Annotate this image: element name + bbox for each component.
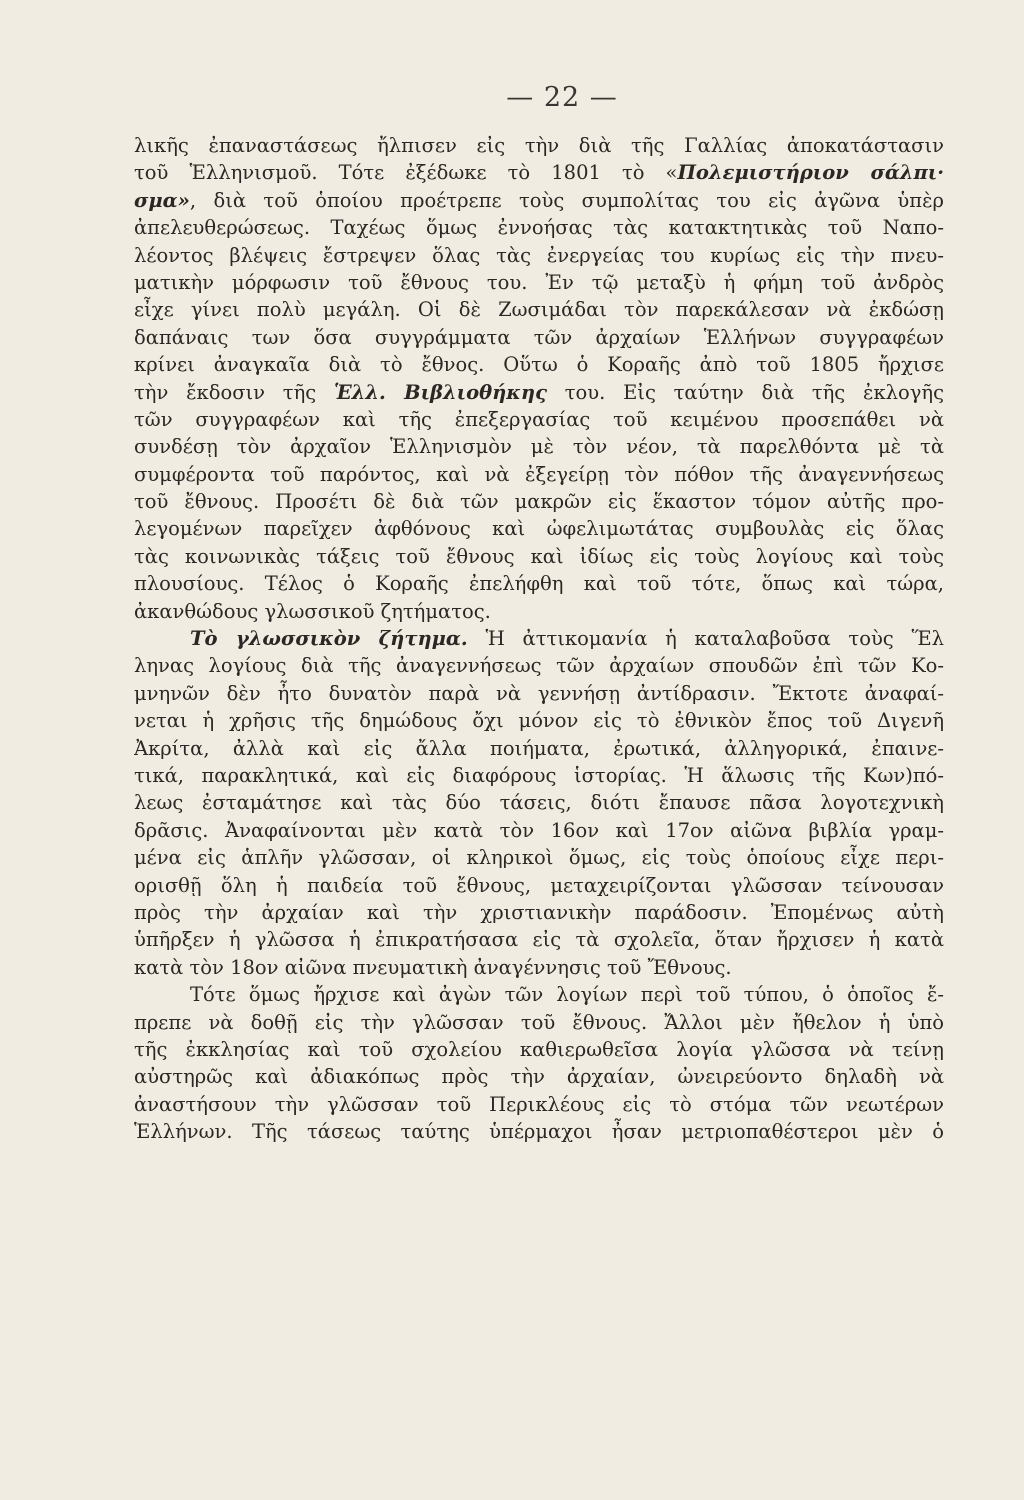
text-line: λέοντος βλέψεις ἔστρεψεν ὅλας τὰς ἐνεργείας του κυρίως εἰς τὴν πνευ-: [134, 243, 944, 267]
text-line: δαπάναις των ὅσα συγγράμματα τῶν ἀρχαίων Ἑλλήνων συγγραφέων: [134, 325, 944, 349]
text-line: πρεπε νὰ δοθῇ εἰς τὴν γλῶσσαν τοῦ ἔθνους. Ἄλλοι μὲν ἤθελον ἡ ὑπὸ: [134, 1010, 944, 1034]
text-line: ἀκανθώδους γλωσσικοῦ ζητήματος.: [134, 599, 491, 623]
text-line: Τότε ὅμως ἤρχισε καὶ ἀγὼν τῶν λογίων περὶ τοῦ τύπου, ὁ ὁποῖος ἔ-: [190, 983, 944, 1007]
emphasis: Τὸ γλωσσικὸν ζήτημα.: [190, 627, 468, 651]
text-line: νεται ἡ χρῆσις τῆς δημώδους ὄχι μόνον εἰς τὸ ἐθνικὸν ἔπος τοῦ Διγενῆ: [134, 709, 944, 733]
text-line: εἶχε γίνει πολὺ μεγάλη. Οἱ δὲ Ζωσιμάδαι τὸν παρεκάλεσαν νὰ ἐκδώσῃ: [134, 298, 944, 322]
text-line: ορισθῇ ὅλη ἡ παιδεία τοῦ ἔθνους, μεταχειρίζονται γλῶσσαν τείνουσαν: [134, 873, 944, 897]
text-line: τοῦ Ἑλληνισμοῦ. Τότε ἐξέδωκε τὸ 1801 τὸ «Πολεμιστήριον σάλπι·: [134, 161, 944, 185]
text-line: πρὸς τὴν ἀρχαίαν καὶ τὴν χριστιανικὴν παράδοσιν. Ἐπομένως αὐτὴ: [134, 900, 944, 924]
text-line: σμα», διὰ τοῦ ὁποίου προέτρεπε τοὺς συμπολίτας του εἰς ἀγῶνα ὑπὲρ: [134, 188, 944, 212]
text-line: μένα εἰς ἁπλῆν γλῶσσαν, οἱ κληρικοὶ ὅμως, εἰς τοὺς ὁποίους εἶχε περι-: [134, 846, 944, 870]
text-line: συνδέσῃ τὸν ἀρχαῖον Ἑλληνισμὸν μὲ τὸν νέον, τὰ παρελθόντα μὲ τὰ: [134, 435, 944, 459]
text-line: τῶν συγγραφέων καὶ τῆς ἐπεξεργασίας τοῦ κειμένου προσεπάθει νὰ: [134, 407, 944, 431]
text-line: κρίνει ἀναγκαῖα διὰ τὸ ἔθνος. Οὕτω ὁ Κοραῆς ἀπὸ τοῦ 1805 ἤρχισε: [134, 353, 944, 377]
text-line: δρᾶσις. Ἀναφαίνονται μὲν κατὰ τὸν 16ον καὶ 17ον αἰῶνα βιβλία γραμ-: [134, 818, 944, 842]
text-line: κατὰ τὸν 18ον αἰῶνα πνευματικὴ ἀναγέννησις τοῦ Ἔθνους.: [134, 955, 732, 979]
text-line: ματικὴν μόρφωσιν τοῦ ἔθνους του. Ἐν τῷ μεταξὺ ἡ φήμη τοῦ ἀνδρὸς: [134, 270, 944, 294]
text-line: μνηνῶν δὲν ἦτο δυνατὸν παρὰ νὰ γεννήσῃ ἀντίδρασιν. Ἔκτοτε ἀναφαί-: [134, 681, 944, 705]
text-line: τοῦ ἔθνους. Προσέτι δὲ διὰ τῶν μακρῶν εἰς ἕκαστον τόμον αὐτῆς προ-: [134, 490, 944, 514]
text-line: συμφέροντα τοῦ παρόντος, καὶ νὰ ἐξεγείρῃ τὸν πόθον τῆς ἀναγεννήσεως: [134, 462, 944, 486]
text-line: τικά, παρακλητικά, καὶ εἰς διαφόρους ἱστορίας. Ἡ ἅλωσις τῆς Κων)πό-: [134, 763, 944, 787]
text-line: ἀναστήσουν τὴν γλῶσσαν τοῦ Περικλέους εἰς τὸ στόμα τῶν νεωτέρων: [134, 1092, 944, 1116]
text-line: ἀπελευθερώσεως. Ταχέως ὅμως ἐννοήσας τὰς κατακτητικὰς τοῦ Ναπο-: [134, 216, 944, 240]
text-line: τῆς ἐκκλησίας καὶ τοῦ σχολείου καθιερωθεῖσα λογία γλῶσσα νὰ τείνῃ: [134, 1037, 944, 1061]
text-line: αὐστηρῶς καὶ ἀδιακόπως πρὸς τὴν ἀρχαίαν, ὠνειρεύοντο δηλαδὴ νὰ: [134, 1065, 944, 1089]
text-line: λικῆς ἐπαναστάσεως ἤλπισεν εἰς τὴν διὰ τῆς Γαλλίας ἀποκατάστασιν: [134, 134, 944, 157]
text-line: ληνας λογίους διὰ τῆς ἀναγεννήσεως τῶν ἀρχαίων σπουδῶν ἐπὶ τῶν Κο-: [134, 654, 944, 678]
text-line: ὑπῆρξεν ἡ γλῶσσα ἡ ἐπικρατήσασα εἰς τὰ σχολεῖα, ὅταν ἤρχισεν ἡ κατὰ: [134, 928, 944, 952]
text-line: τὴν ἔκδοσιν τῆς Ἑλλ. Βιβλιοθήκης του. Εἰς ταύτην διὰ τῆς ἐκλογῆς: [134, 380, 944, 404]
text-line: λεως ἐσταμάτησε καὶ τὰς δύο τάσεις, διότι ἔπαυσε πᾶσα λογοτεχνικὴ: [134, 791, 944, 815]
text-line: λεγομένων παρεῖχεν ἀφθόνους καὶ ὠφελιμωτάτας συμβουλὰς εἰς ὅλας: [134, 517, 944, 541]
text-line: Τὸ γλωσσικὸν ζήτημα. Ἡ ἀττικομανία ἡ καταλαβοῦσα τοὺς Ἕλ: [190, 627, 944, 651]
page-number: — 22 —: [506, 82, 618, 113]
emphasis: Ἑλλ. Βιβλιοθήκης: [333, 380, 547, 404]
emphasis: Πολεμιστήριον σάλπι·: [677, 161, 944, 185]
text-line: πλουσίους. Τέλος ὁ Κοραῆς ἐπελήφθη καὶ τοῦ τότε, ὅπως καὶ τώρα,: [134, 572, 944, 596]
text-line: Ἀκρίτα, ἀλλὰ καὶ εἰς ἄλλα ποιήματα, ἐρωτικά, ἀλληγορικά, ἐπαινε-: [134, 736, 944, 760]
text-line: τὰς κοινωνικὰς τάξεις τοῦ ἔθνους καὶ ἰδίως εἰς τοὺς λογίους καὶ τοὺς: [134, 544, 944, 568]
text-line: Ἑλλήνων. Τῆς τάσεως ταύτης ὑπέρμαχοι ἦσαν μετριοπαθέστεροι μὲν ὁ: [134, 1120, 944, 1144]
emphasis: σμα»: [134, 188, 190, 212]
body-text: [134, 132, 944, 1145]
